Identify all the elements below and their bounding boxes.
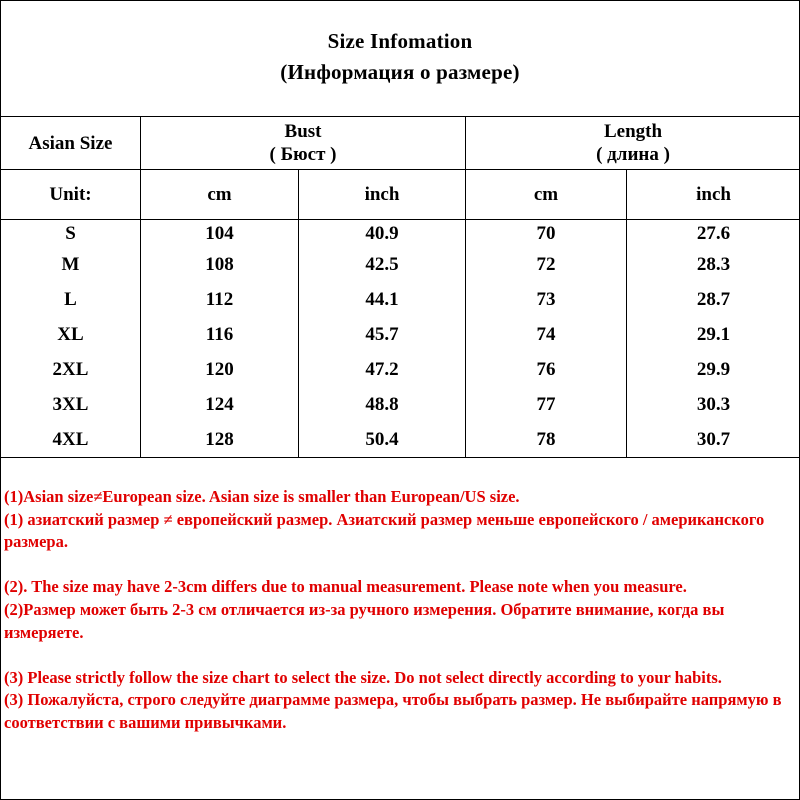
length-cm-cell: 78: [466, 422, 627, 458]
size-cell: S: [1, 220, 141, 248]
bust-inch-cell: 40.9: [299, 220, 466, 248]
length-inch-cell: 29.1: [627, 317, 800, 352]
table-row: [1, 387, 800, 422]
length-header: [466, 117, 800, 170]
table-row: [1, 247, 800, 282]
length-inch-cell: 28.7: [627, 282, 800, 317]
table-row: [1, 282, 800, 317]
length-header-ru: ( длина ): [596, 144, 670, 165]
length-cm-cell: 72: [466, 247, 627, 282]
length-cm-cell: 73: [466, 282, 627, 317]
length-inch-cell: 29.9: [627, 352, 800, 387]
note-3-russian: (3) Пожалуйста, строго следуйте диаграмме размера, чтобы выбрать размер. Не выбирайте напрямую в соответствии с вашими привычками.: [4, 690, 782, 732]
table-unit-row: [1, 170, 800, 220]
table-row: [1, 422, 800, 458]
note-1-russian: (1) азиатский размер ≠ европейский размер. Азиатский размер меньше европейского / американского размера.: [4, 509, 765, 552]
bust-header: [141, 117, 466, 170]
bust-inch-cell: 45.7: [299, 317, 466, 352]
title-block: [0, 0, 800, 114]
bust-cm-cell: 116: [141, 317, 299, 352]
table-row: [1, 352, 800, 387]
bust-inch-cell: 50.4: [299, 422, 466, 458]
bust-cm-cell: 112: [141, 282, 299, 317]
title-russian: (Информация о размере): [280, 60, 520, 84]
note-2-english: (2). The size may have 2-3cm differs due to manual measurement. Please note when you measure.: [4, 577, 687, 597]
table-header-row: [1, 117, 800, 170]
table-row: [1, 317, 800, 352]
bust-header-ru: ( Бюст ): [269, 144, 337, 165]
bust-cm-cell: 108: [141, 247, 299, 282]
asian-size-header: Asian Size: [1, 117, 141, 170]
length-cm-cell: 76: [466, 352, 627, 387]
length-inch-cell: 30.7: [627, 422, 800, 458]
bust-inch-unit: inch: [299, 170, 466, 220]
note-3-english: (3) Please strictly follow the size chart to select the size. Do not select directly according to your habits.: [4, 667, 722, 687]
length-inch-cell: 27.6: [627, 220, 800, 248]
bust-inch-cell: 42.5: [299, 247, 466, 282]
length-cm-unit: cm: [466, 170, 627, 220]
notes-block: [4, 486, 796, 735]
table-row: [1, 220, 800, 248]
bust-inch-cell: 48.8: [299, 387, 466, 422]
length-cm-cell: 74: [466, 317, 627, 352]
size-cell: L: [1, 282, 141, 317]
unit-label: Unit:: [1, 170, 141, 220]
size-chart-table: [0, 116, 800, 458]
length-cm-cell: 70: [466, 220, 627, 248]
note-2-russian: (2)Размер может быть 2-3 см отличается из-за ручного измерения. Обратите внимание, когда вы измеряете.: [4, 599, 725, 642]
size-cell: 3XL: [1, 387, 141, 422]
bust-inch-cell: 44.1: [299, 282, 466, 317]
size-cell: M: [1, 247, 141, 282]
bust-header-en: Bust: [284, 121, 322, 142]
length-inch-cell: 28.3: [627, 247, 800, 282]
length-header-en: Length: [603, 121, 663, 142]
bust-inch-cell: 47.2: [299, 352, 466, 387]
length-inch-cell: 30.3: [627, 387, 800, 422]
length-inch-unit: inch: [627, 170, 800, 220]
note-1-english: (1)Asian size≠European size. Asian size is smaller than European/US size.: [4, 487, 520, 506]
table-body: [1, 220, 800, 458]
bust-cm-unit: cm: [141, 170, 299, 220]
bust-cm-cell: 124: [141, 387, 299, 422]
bust-cm-cell: 104: [141, 220, 299, 248]
length-cm-cell: 77: [466, 387, 627, 422]
size-cell: 2XL: [1, 352, 141, 387]
bust-cm-cell: 128: [141, 422, 299, 458]
size-cell: 4XL: [1, 422, 141, 458]
size-cell: XL: [1, 317, 141, 352]
title-english: Size Infomation: [327, 29, 473, 53]
bust-cm-cell: 120: [141, 352, 299, 387]
